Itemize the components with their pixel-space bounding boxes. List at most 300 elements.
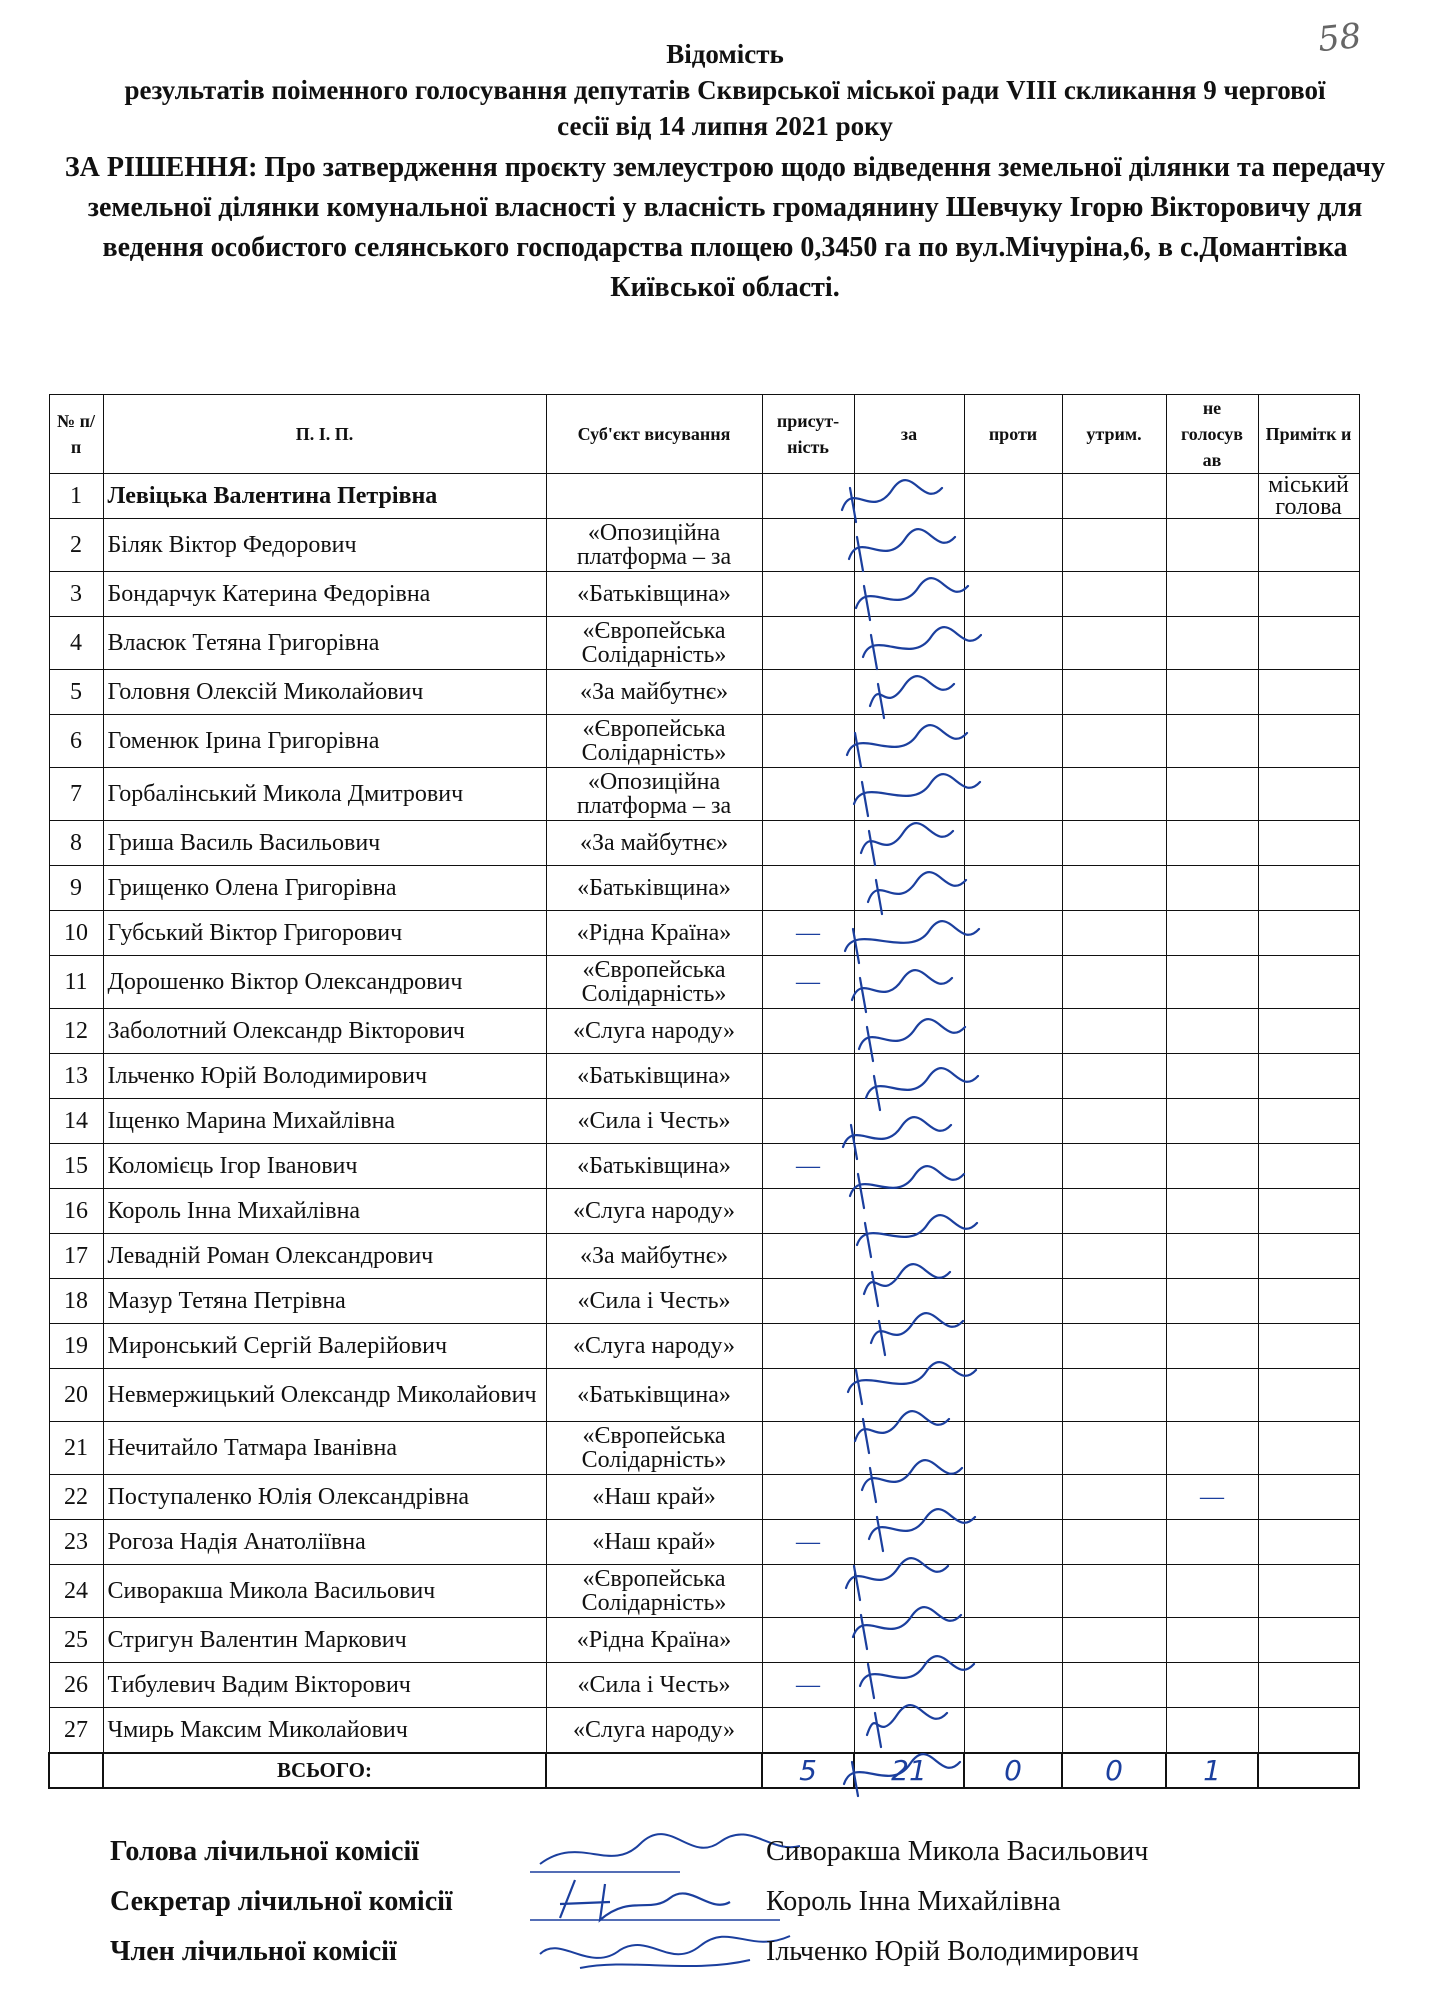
row-note <box>1258 911 1359 956</box>
table-row <box>49 1144 1359 1189</box>
col-header-against: проти <box>964 395 1062 474</box>
nominating-party: «Слуга народу» <box>546 1324 762 1369</box>
table-row <box>49 617 1359 670</box>
against-mark <box>964 1009 1062 1054</box>
abstain-mark <box>1062 572 1166 617</box>
nominating-party: «Сила і Честь» <box>546 1663 762 1708</box>
against-mark <box>964 519 1062 572</box>
table-row <box>49 956 1359 1009</box>
row-number: 24 <box>49 1565 103 1618</box>
against-mark <box>964 1189 1062 1234</box>
not-voted-mark <box>1166 1144 1258 1189</box>
row-number: 16 <box>49 1189 103 1234</box>
for-mark <box>854 768 964 821</box>
nominating-party: «Слуга народу» <box>546 1189 762 1234</box>
decision-text: ЗА РІШЕННЯ: Про затвердження проєкту землеустрою щодо відведення земельної ділянки та передачу земельної ділянки комунальної власності у власність громадянину Шевчуку Ігорю Вікторовичу для ведення особистого селянського господарства площею 0,3450 га по вул.Мічуріна,6, в с.Домантівка Київської області. <box>64 152 1386 303</box>
abstain-mark <box>1062 1663 1166 1708</box>
row-number: 21 <box>49 1422 103 1475</box>
abstain-mark <box>1062 1099 1166 1144</box>
col-header-not-voted: не голосув ав <box>1166 395 1258 474</box>
for-mark <box>854 1234 964 1279</box>
nominating-party: «За майбутнє» <box>546 670 762 715</box>
abstain-mark <box>1062 670 1166 715</box>
not-voted-mark <box>1166 474 1258 519</box>
present-mark <box>762 821 854 866</box>
for-mark <box>854 1189 964 1234</box>
nominating-party: «Європейська Солідарність» <box>546 1422 762 1475</box>
deputy-name: Грищенко Олена Григорівна <box>103 866 546 911</box>
nominating-party: «Рідна Країна» <box>546 911 762 956</box>
total-number-cell <box>49 1753 103 1788</box>
nominating-party: «Європейська Солідарність» <box>546 715 762 768</box>
abstain-mark <box>1062 911 1166 956</box>
nominating-party: «Батьківщина» <box>546 1369 762 1422</box>
for-mark <box>854 1565 964 1618</box>
deputy-name: Біляк Віктор Федорович <box>103 519 546 572</box>
total-label: ВСЬОГО: <box>103 1753 546 1788</box>
abstain-mark <box>1062 1324 1166 1369</box>
row-note <box>1258 572 1359 617</box>
against-mark <box>964 956 1062 1009</box>
row-note <box>1258 1054 1359 1099</box>
total-for: 21 <box>854 1753 964 1788</box>
row-number: 26 <box>49 1663 103 1708</box>
nominating-party: «Сила і Честь» <box>546 1279 762 1324</box>
row-number: 17 <box>49 1234 103 1279</box>
against-mark <box>964 474 1062 519</box>
abstain-mark <box>1062 1009 1166 1054</box>
row-number: 13 <box>49 1054 103 1099</box>
deputy-name: Чмирь Максим Миколайович <box>103 1708 546 1754</box>
for-mark <box>854 1054 964 1099</box>
row-note <box>1258 1663 1359 1708</box>
nominating-party: «Європейська Солідарність» <box>546 617 762 670</box>
total-party-cell <box>546 1753 762 1788</box>
row-number: 11 <box>49 956 103 1009</box>
against-mark <box>964 911 1062 956</box>
present-mark <box>762 1189 854 1234</box>
not-voted-mark <box>1166 519 1258 572</box>
table-row <box>49 1520 1359 1565</box>
for-mark <box>854 1144 964 1189</box>
not-voted-mark <box>1166 866 1258 911</box>
commission-role: Член лічильної комісії <box>110 1936 397 1967</box>
not-voted-mark <box>1166 956 1258 1009</box>
against-mark <box>964 1099 1062 1144</box>
not-voted-mark: — <box>1166 1475 1258 1520</box>
row-note <box>1258 1279 1359 1324</box>
not-voted-mark <box>1166 715 1258 768</box>
present-mark: — <box>762 956 854 1009</box>
table-row <box>49 670 1359 715</box>
row-number: 9 <box>49 866 103 911</box>
present-mark <box>762 1475 854 1520</box>
present-mark <box>762 1054 854 1099</box>
abstain-mark <box>1062 1279 1166 1324</box>
commission-person: Ільченко Юрій Володимирович <box>766 1936 1139 1967</box>
against-mark <box>964 866 1062 911</box>
for-mark <box>854 821 964 866</box>
present-mark <box>762 1369 854 1422</box>
document-subtitle: результатів поіменного голосування депутатів Сквирської міської ради VIII скликання 9 чергової сесії від 14 липня 2021 року <box>124 75 1326 141</box>
commission-person: Король Інна Михайлівна <box>766 1886 1061 1917</box>
abstain-mark <box>1062 519 1166 572</box>
present-mark <box>762 670 854 715</box>
present-mark <box>762 1234 854 1279</box>
against-mark <box>964 1144 1062 1189</box>
present-mark: — <box>762 1144 854 1189</box>
not-voted-mark <box>1166 1618 1258 1663</box>
present-mark <box>762 1565 854 1618</box>
against-mark <box>964 572 1062 617</box>
total-against: 0 <box>964 1753 1062 1788</box>
against-mark <box>964 617 1062 670</box>
present-mark <box>762 1422 854 1475</box>
not-voted-mark <box>1166 1324 1258 1369</box>
deputy-name: Коломієць Ігор Іванович <box>103 1144 546 1189</box>
against-mark <box>964 1708 1062 1754</box>
for-mark <box>854 1708 964 1754</box>
against-mark <box>964 768 1062 821</box>
abstain-mark <box>1062 1422 1166 1475</box>
not-voted-mark <box>1166 1054 1258 1099</box>
abstain-mark <box>1062 1475 1166 1520</box>
for-mark <box>854 956 964 1009</box>
deputy-name: Миронський Сергій Валерійович <box>103 1324 546 1369</box>
for-mark <box>854 1422 964 1475</box>
table-row <box>49 821 1359 866</box>
abstain-mark <box>1062 617 1166 670</box>
document-header <box>60 36 1390 308</box>
present-mark: — <box>762 1663 854 1708</box>
deputy-name: Бондарчук Катерина Федорівна <box>103 572 546 617</box>
not-voted-mark <box>1166 1520 1258 1565</box>
against-mark <box>964 1279 1062 1324</box>
row-note <box>1258 1144 1359 1189</box>
table-row <box>49 1189 1359 1234</box>
present-mark <box>762 866 854 911</box>
row-number: 2 <box>49 519 103 572</box>
counting-commission <box>110 1836 1310 1986</box>
deputy-name: Заболотний Олександр Вікторович <box>103 1009 546 1054</box>
nominating-party: «Батьківщина» <box>546 1144 762 1189</box>
table-row <box>49 911 1359 956</box>
nominating-party: «Слуга народу» <box>546 1708 762 1754</box>
table-row <box>49 866 1359 911</box>
deputy-name: Сиворакша Микола Васильович <box>103 1565 546 1618</box>
nominating-party: «Наш край» <box>546 1475 762 1520</box>
voting-table <box>48 394 1360 1789</box>
row-number: 19 <box>49 1324 103 1369</box>
present-mark <box>762 572 854 617</box>
against-mark <box>964 1234 1062 1279</box>
present-mark <box>762 1099 854 1144</box>
deputy-name: Рогоза Надія Анатоліївна <box>103 1520 546 1565</box>
row-number: 7 <box>49 768 103 821</box>
row-note <box>1258 821 1359 866</box>
not-voted-mark <box>1166 1009 1258 1054</box>
nominating-party: «Батьківщина» <box>546 866 762 911</box>
present-mark: — <box>762 911 854 956</box>
not-voted-mark <box>1166 1422 1258 1475</box>
table-row <box>49 1009 1359 1054</box>
present-mark <box>762 474 854 519</box>
row-note <box>1258 956 1359 1009</box>
abstain-mark <box>1062 866 1166 911</box>
not-voted-mark <box>1166 911 1258 956</box>
abstain-mark <box>1062 1520 1166 1565</box>
not-voted-mark <box>1166 572 1258 617</box>
table-row <box>49 715 1359 768</box>
row-number: 1 <box>49 474 103 519</box>
col-header-number: № п/п <box>49 395 103 474</box>
deputy-name: Власюк Тетяна Григорівна <box>103 617 546 670</box>
for-mark <box>854 866 964 911</box>
against-mark <box>964 670 1062 715</box>
not-voted-mark <box>1166 768 1258 821</box>
col-header-name: П. І. П. <box>103 395 546 474</box>
for-mark <box>854 617 964 670</box>
row-note <box>1258 1234 1359 1279</box>
total-row <box>49 1753 1359 1788</box>
not-voted-mark <box>1166 1099 1258 1144</box>
for-mark <box>854 670 964 715</box>
present-mark <box>762 1279 854 1324</box>
present-mark <box>762 1324 854 1369</box>
for-mark <box>854 1663 964 1708</box>
row-note <box>1258 1708 1359 1754</box>
deputy-name: Тибулевич Вадим Вікторович <box>103 1663 546 1708</box>
row-note <box>1258 1099 1359 1144</box>
table-row <box>49 1279 1359 1324</box>
row-note <box>1258 715 1359 768</box>
for-mark <box>854 572 964 617</box>
against-mark <box>964 1054 1062 1099</box>
for-mark <box>854 1009 964 1054</box>
for-mark <box>854 1618 964 1663</box>
col-header-present: присут-ність <box>762 395 854 474</box>
against-mark <box>964 1369 1062 1422</box>
for-mark <box>854 474 964 519</box>
row-note <box>1258 866 1359 911</box>
deputy-name: Поступаленко Юлія Олександрівна <box>103 1475 546 1520</box>
abstain-mark <box>1062 1144 1166 1189</box>
nominating-party: «Сила і Честь» <box>546 1099 762 1144</box>
nominating-party: «Слуга народу» <box>546 1009 762 1054</box>
nominating-party: «Рідна Країна» <box>546 1618 762 1663</box>
not-voted-mark <box>1166 1369 1258 1422</box>
for-mark <box>854 1099 964 1144</box>
table-row <box>49 572 1359 617</box>
document-title: Відомість <box>666 39 784 69</box>
against-mark <box>964 1520 1062 1565</box>
nominating-party: «За майбутнє» <box>546 821 762 866</box>
not-voted-mark <box>1166 617 1258 670</box>
table-row <box>49 1475 1359 1520</box>
table-row <box>49 1618 1359 1663</box>
deputy-name: Нечитайло Татмара Іванівна <box>103 1422 546 1475</box>
table-header-row <box>49 395 1359 474</box>
deputy-name: Стригун Валентин Маркович <box>103 1618 546 1663</box>
abstain-mark <box>1062 1369 1166 1422</box>
table-row <box>49 1422 1359 1475</box>
table-row <box>49 519 1359 572</box>
for-mark <box>854 1324 964 1369</box>
row-number: 3 <box>49 572 103 617</box>
against-mark <box>964 1422 1062 1475</box>
row-number: 22 <box>49 1475 103 1520</box>
abstain-mark <box>1062 1708 1166 1754</box>
against-mark <box>964 1324 1062 1369</box>
row-number: 4 <box>49 617 103 670</box>
present-mark <box>762 519 854 572</box>
table-row <box>49 1708 1359 1754</box>
deputy-name: Гриша Василь Васильович <box>103 821 546 866</box>
abstain-mark <box>1062 715 1166 768</box>
deputy-name: Мазур Тетяна Петрівна <box>103 1279 546 1324</box>
col-header-notes: Примітк и <box>1258 395 1359 474</box>
row-note <box>1258 1009 1359 1054</box>
deputy-name: Губський Віктор Григорович <box>103 911 546 956</box>
against-mark <box>964 821 1062 866</box>
col-header-party: Суб'єкт висування <box>546 395 762 474</box>
for-mark <box>854 1369 964 1422</box>
row-note <box>1258 768 1359 821</box>
row-note <box>1258 1189 1359 1234</box>
row-number: 6 <box>49 715 103 768</box>
deputy-name: Головня Олексій Миколайович <box>103 670 546 715</box>
not-voted-mark <box>1166 1189 1258 1234</box>
not-voted-mark <box>1166 670 1258 715</box>
row-number: 5 <box>49 670 103 715</box>
col-header-for: за <box>854 395 964 474</box>
row-note <box>1258 1520 1359 1565</box>
nominating-party: «Європейська Солідарність» <box>546 1565 762 1618</box>
against-mark <box>964 1475 1062 1520</box>
commission-row-member <box>110 1936 1310 1986</box>
deputy-name: Левіцька Валентина Петрівна <box>103 474 546 519</box>
against-mark <box>964 1618 1062 1663</box>
present-mark <box>762 1009 854 1054</box>
row-number: 27 <box>49 1708 103 1754</box>
not-voted-mark <box>1166 1279 1258 1324</box>
nominating-party: «Батьківщина» <box>546 1054 762 1099</box>
row-note <box>1258 519 1359 572</box>
abstain-mark <box>1062 1618 1166 1663</box>
row-note <box>1258 1475 1359 1520</box>
present-mark <box>762 1708 854 1754</box>
abstain-mark <box>1062 1234 1166 1279</box>
abstain-mark <box>1062 768 1166 821</box>
nominating-party: «Опозиційна платформа – за <box>546 519 762 572</box>
present-mark: — <box>762 1520 854 1565</box>
row-number: 25 <box>49 1618 103 1663</box>
row-number: 10 <box>49 911 103 956</box>
deputy-name: Горбалінський Микола Дмитрович <box>103 768 546 821</box>
nominating-party: «Наш край» <box>546 1520 762 1565</box>
row-number: 15 <box>49 1144 103 1189</box>
table-row <box>49 1663 1359 1708</box>
for-mark <box>854 1279 964 1324</box>
row-number: 8 <box>49 821 103 866</box>
deputy-name: Іщенко Марина Михайлівна <box>103 1099 546 1144</box>
for-mark <box>854 1520 964 1565</box>
row-number: 18 <box>49 1279 103 1324</box>
total-present: 5 <box>762 1753 854 1788</box>
nominating-party <box>546 474 762 519</box>
abstain-mark <box>1062 474 1166 519</box>
table-row <box>49 1565 1359 1618</box>
commission-role: Секретар лічильної комісії <box>110 1886 453 1917</box>
present-mark <box>762 768 854 821</box>
row-note: міський голова <box>1258 474 1359 519</box>
not-voted-mark <box>1166 1708 1258 1754</box>
deputy-name: Король Інна Михайлівна <box>103 1189 546 1234</box>
row-note <box>1258 1324 1359 1369</box>
page-number: 58 <box>1316 15 1364 61</box>
abstain-mark <box>1062 956 1166 1009</box>
abstain-mark <box>1062 1189 1166 1234</box>
for-mark <box>854 911 964 956</box>
row-note <box>1258 1565 1359 1618</box>
col-header-abstain: утрим. <box>1062 395 1166 474</box>
total-abstain: 0 <box>1062 1753 1166 1788</box>
row-note <box>1258 670 1359 715</box>
row-number: 14 <box>49 1099 103 1144</box>
nominating-party: «Опозиційна платформа – за <box>546 768 762 821</box>
nominating-party: «За майбутнє» <box>546 1234 762 1279</box>
row-number: 23 <box>49 1520 103 1565</box>
table-row <box>49 1099 1359 1144</box>
total-notes-cell <box>1258 1753 1359 1788</box>
for-mark <box>854 519 964 572</box>
table-row <box>49 474 1359 519</box>
deputy-name: Левадній Роман Олександрович <box>103 1234 546 1279</box>
for-mark <box>854 1475 964 1520</box>
against-mark <box>964 1565 1062 1618</box>
row-note <box>1258 1618 1359 1663</box>
row-note <box>1258 1422 1359 1475</box>
not-voted-mark <box>1166 821 1258 866</box>
row-note <box>1258 617 1359 670</box>
against-mark <box>964 1663 1062 1708</box>
for-mark <box>854 715 964 768</box>
deputy-name: Ільченко Юрій Володимирович <box>103 1054 546 1099</box>
table-row <box>49 1369 1359 1422</box>
not-voted-mark <box>1166 1663 1258 1708</box>
row-number: 12 <box>49 1009 103 1054</box>
nominating-party: «Батьківщина» <box>546 572 762 617</box>
against-mark <box>964 715 1062 768</box>
abstain-mark <box>1062 1565 1166 1618</box>
commission-role: Голова лічильної комісії <box>110 1836 420 1867</box>
present-mark <box>762 715 854 768</box>
table-row <box>49 1234 1359 1279</box>
present-mark <box>762 1618 854 1663</box>
table-row <box>49 1324 1359 1369</box>
deputy-name: Дорошенко Віктор Олександрович <box>103 956 546 1009</box>
table-row <box>49 768 1359 821</box>
not-voted-mark <box>1166 1565 1258 1618</box>
commission-person: Сиворакша Микола Васильович <box>766 1836 1149 1867</box>
abstain-mark <box>1062 821 1166 866</box>
present-mark <box>762 617 854 670</box>
row-number: 20 <box>49 1369 103 1422</box>
row-note <box>1258 1369 1359 1422</box>
abstain-mark <box>1062 1054 1166 1099</box>
deputy-name: Невмержицький Олександр Миколайович <box>103 1369 546 1422</box>
nominating-party: «Європейська Солідарність» <box>546 956 762 1009</box>
